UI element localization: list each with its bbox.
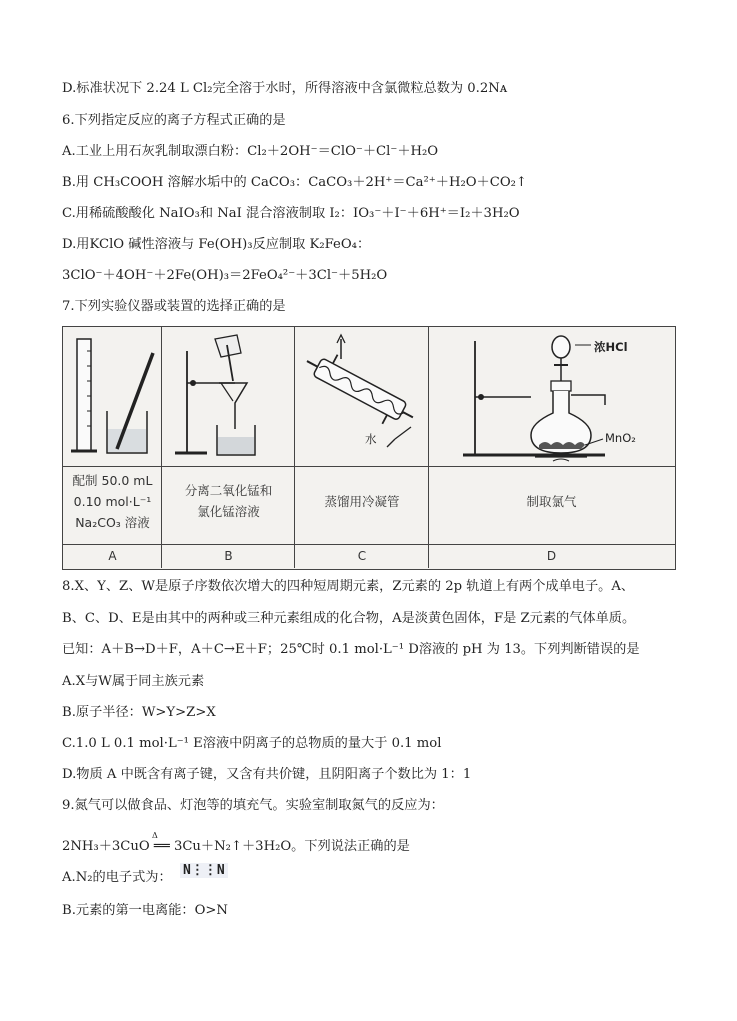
- option-letter-d: D: [546, 549, 557, 563]
- caption-a-line-3: Na₂CO₃ 溶液: [75, 515, 150, 530]
- caption-b-line-2: 氯化锰溶液: [197, 504, 260, 519]
- option-letter-a: A: [108, 549, 117, 563]
- caption-c-line-1: 蒸馏用冷凝管: [324, 494, 400, 509]
- question-6-option-b: B.用 CH₃COOH 溶解水垢中的 CaCO₃：CaCO₃＋2H⁺＝Ca²⁺＋H₂O＋CO₂↑: [62, 175, 527, 190]
- filtration-drawing: [167, 331, 291, 463]
- question-6-stem: 6.下列指定反应的离子方程式正确的是: [62, 113, 286, 128]
- question-8-option-b: B.原子半径：W>Y>Z>X: [62, 705, 216, 720]
- question-8-option-c: C.1.0 L 0.1 mol·L⁻¹ E溶液中阴离子的总物质的量大于 0.1 mol: [62, 736, 442, 751]
- question-9-stem: 9.氮气可以做食品、灯泡等的填充气。实验室制取氮气的反应为：: [62, 798, 444, 813]
- hcl-label: 浓HCl: [594, 340, 628, 354]
- question-9-option-b: B.元素的第一电离能：O>N: [62, 903, 228, 918]
- question-6-option-a: A.工业上用石灰乳制取漂白粉：Cl₂＋2OH⁻＝ClO⁻＋Cl⁻＋H₂O: [62, 144, 439, 159]
- caption-a: [63, 470, 162, 533]
- caption-c: [295, 491, 429, 512]
- chlorine-generator-drawing: [435, 329, 673, 465]
- cylinder-beaker-drawing: [67, 331, 159, 463]
- option-letter-c: C: [357, 549, 367, 563]
- heating-condition: Δ: [152, 831, 158, 840]
- question-8-stem-1: 8.X、Y、Z、W是原子序数依次增大的四种短周期元素，Z元素的 2p 轨道上有两个成单电子。A、: [62, 579, 635, 594]
- caption-a-line-1: 配制 50.0 mL: [72, 473, 153, 488]
- caption-a-line-2: 0.10 mol·L⁻¹: [73, 494, 152, 509]
- question-8-option-d: D.物质 A 中既含有离子键，又含有共价键，且阴阳离子个数比为 1：1: [62, 767, 472, 782]
- question-5-option-d: D.标准状况下 2.24 L Cl₂完全溶于水时，所得溶液中含氯微粒总数为 0.2Nᴀ: [62, 81, 508, 96]
- question-7-stem: 7.下列实验仪器或装置的选择正确的是: [62, 299, 286, 314]
- caption-b-line-1: 分离二氧化锰和: [184, 483, 273, 498]
- question-6-option-d-equation: 3ClO⁻＋4OH⁻＋2Fe(OH)₃＝2FeO₄²⁻＋3Cl⁻＋5H₂O: [62, 268, 388, 283]
- option-letter-b: B: [224, 549, 233, 563]
- question-8-stem-2: B、C、D、E是由其中的两种或三种元素组成的化合物，A是淡黄色固体，F是 Z元素的气体单质。: [62, 611, 636, 626]
- caption-d: [429, 491, 674, 512]
- caption-d-line-1: 制取氯气: [526, 494, 577, 509]
- question-9-option-a: A.N₂的电子式为：: [62, 870, 172, 885]
- question-9-equation: 2NH₃＋3CuO ══ 3Cu＋N₂↑＋3H₂O。下列说法正确的是: [62, 839, 410, 854]
- question-6-option-d: D.用KClO 碱性溶液与 Fe(OH)₃反应制取 K₂FeO₄：: [62, 237, 371, 252]
- apparatus-figure: [62, 326, 676, 570]
- n2-electron-formula: N⋮⋮N: [180, 863, 228, 878]
- question-8-stem-3: 已知：A＋B→D＋F，A＋C→E＋F；25℃时 0.1 mol·L⁻¹ D溶液的 pH 为 13。下列判断错误的是: [62, 642, 640, 657]
- question-8-option-a: A.X与W属于同主族元素: [62, 674, 205, 689]
- caption-b: [162, 480, 295, 522]
- question-6-option-c: C.用稀硫酸酸化 NaIO₃和 NaI 混合溶液制取 I₂：IO₃⁻＋I⁻＋6H⁺＝I₂＋3H₂O: [62, 206, 520, 221]
- condenser-drawing: [299, 331, 425, 463]
- water-label: 水: [365, 432, 377, 446]
- mno2-label: MnO₂: [605, 431, 636, 445]
